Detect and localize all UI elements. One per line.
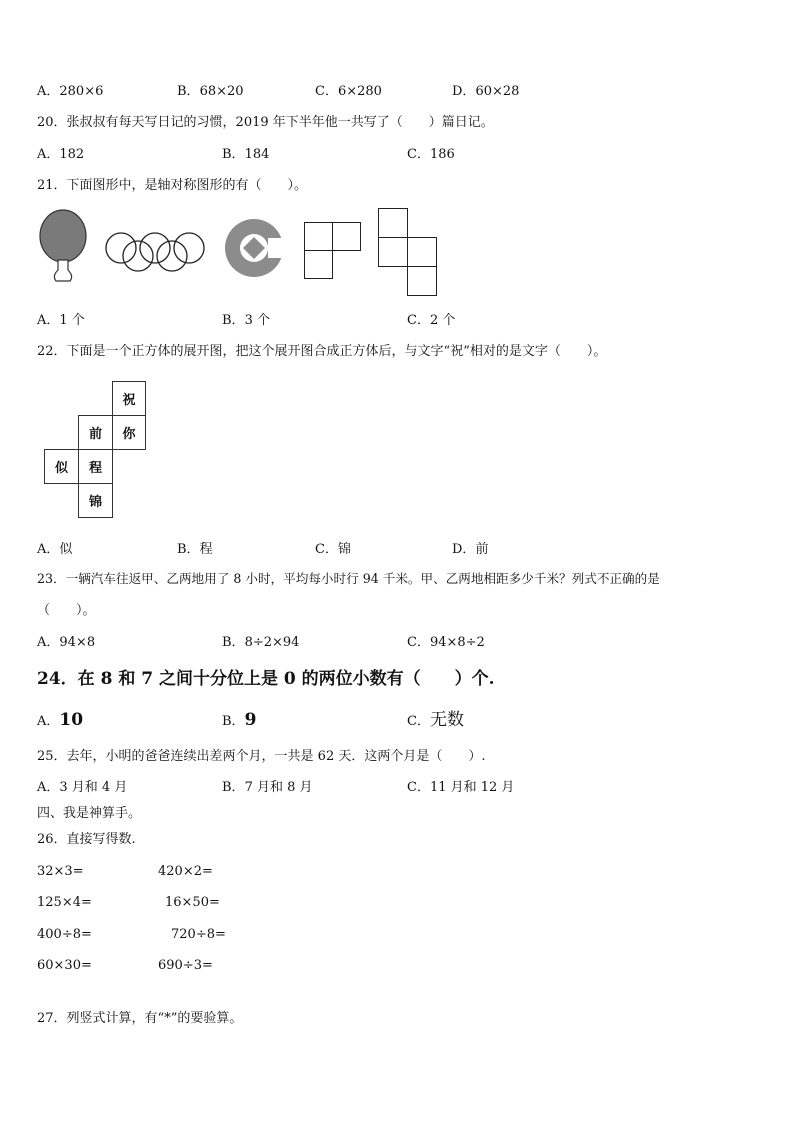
net-face-4: 似 xyxy=(44,449,79,484)
q19-option-c[interactable]: C．6×280 xyxy=(315,84,382,99)
q20-stem: 20．张叔叔有每天写日记的习惯，2019 年下半年他一共写了（ ）篇日记。 xyxy=(37,115,494,130)
net-face-5: 程 xyxy=(78,449,113,484)
q19-option-b[interactable]: B．68×20 xyxy=(177,84,244,99)
q26-item: 32×3= xyxy=(37,864,84,879)
q22-option-c[interactable]: C．锦 xyxy=(315,542,351,557)
q23-option-a[interactable]: A．94×8 xyxy=(37,635,96,650)
q25-option-a[interactable]: A．3 月和 4 月 xyxy=(37,780,128,795)
q24-stem: 24．在 8 和 7 之间十分位上是 0 的两位小数有（ ）个. xyxy=(37,669,495,689)
q26-item: 720÷8= xyxy=(171,927,226,942)
net-face-6: 锦 xyxy=(78,483,113,518)
q26-item: 125×4= xyxy=(37,895,92,910)
q24-option-b[interactable]: B．9 xyxy=(222,710,257,730)
q26-item: 400÷8= xyxy=(37,927,92,942)
q21-option-c[interactable]: C．2 个 xyxy=(407,313,456,328)
l-shape-squares-figure xyxy=(304,222,362,280)
ping-pong-paddle-figure xyxy=(36,208,90,284)
net-face-2: 前 xyxy=(78,415,113,450)
q22-stem: 22．下面是一个正方体的展开图，把这个展开图合成正方体后，与文字“祝”相对的是文字（ ）。 xyxy=(37,344,607,359)
q23-option-b[interactable]: B．8÷2×94 xyxy=(222,635,300,650)
olympic-rings-figure xyxy=(104,228,208,274)
q26-item: 420×2= xyxy=(158,864,213,879)
q21-stem: 21．下面图形中，是轴对称图形的有（ ）。 xyxy=(37,178,308,193)
q23-option-c[interactable]: C．94×8÷2 xyxy=(407,635,485,650)
q19-option-d[interactable]: D．60×28 xyxy=(452,84,520,99)
bank-logo-figure xyxy=(222,216,286,280)
q26-stem: 26．直接写得数. xyxy=(37,832,136,847)
q20-option-c[interactable]: C．186 xyxy=(407,147,455,162)
q26-item: 690÷3= xyxy=(158,958,213,973)
q22-option-a[interactable]: A．似 xyxy=(37,542,73,557)
z-shape-squares-figure xyxy=(378,208,438,296)
net-face-1: 祝 xyxy=(112,381,146,416)
q25-option-c[interactable]: C．11 月和 12 月 xyxy=(407,780,515,795)
q20-option-b[interactable]: B．184 xyxy=(222,147,270,162)
q24-option-a[interactable]: A．10 xyxy=(37,710,84,730)
q21-option-b[interactable]: B．3 个 xyxy=(222,313,270,328)
q27-stem: 27．列竖式计算，有“*”的要验算。 xyxy=(37,1011,243,1026)
q25-option-b[interactable]: B．7 月和 8 月 xyxy=(222,780,313,795)
q22-option-d[interactable]: D．前 xyxy=(452,542,489,557)
section-4-heading: 四、我是神算手。 xyxy=(37,806,142,821)
q26-item: 16×50= xyxy=(165,895,220,910)
q25-stem: 25．去年，小明的爸爸连续出差两个月，一共是 62 天．这两个月是（ ）. xyxy=(37,749,486,764)
q22-option-b[interactable]: B．程 xyxy=(177,542,213,557)
q23-stem-line2: （ ）。 xyxy=(37,603,96,618)
q21-option-a[interactable]: A．1 个 xyxy=(37,313,85,328)
q24-option-c[interactable]: C．无数 xyxy=(407,710,464,730)
q26-item: 60×30= xyxy=(37,958,92,973)
cube-net-figure xyxy=(44,381,148,521)
q23-stem-line1: 23．一辆汽车往返甲、乙两地用了 8 小时，平均每小时行 94 千米。甲、乙两地相距多少千米？列式不正确的是 xyxy=(37,571,660,586)
q19-option-a[interactable]: A．280×6 xyxy=(37,84,104,99)
net-face-3: 你 xyxy=(112,415,146,450)
q20-option-a[interactable]: A．182 xyxy=(37,147,85,162)
